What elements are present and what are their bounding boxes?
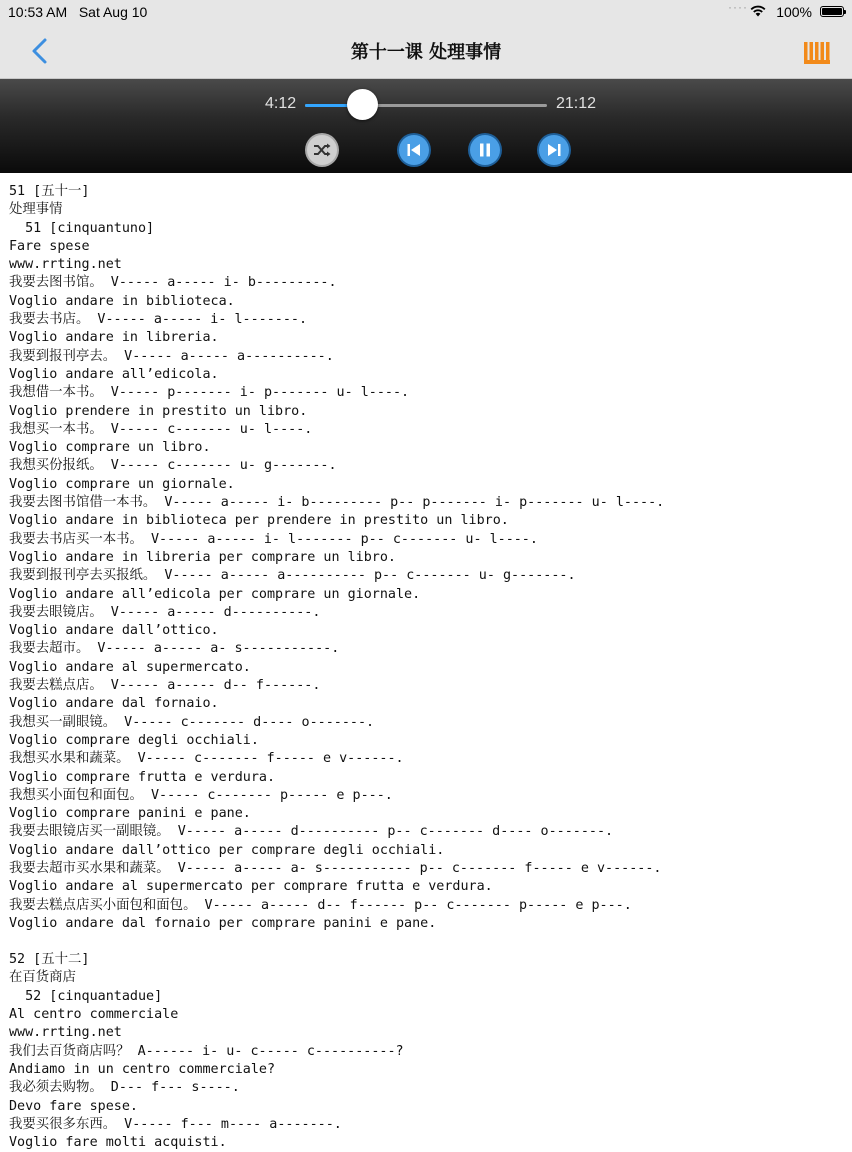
text-line: Voglio andare dal fornaio. bbox=[9, 696, 219, 712]
text-line: 我要去超市。 V----- a----- a- s-----------. bbox=[9, 641, 340, 657]
text-line: Voglio andare dall’ottico. bbox=[9, 623, 219, 639]
lesson-52-block bbox=[9, 951, 847, 1152]
text-line: 我要去书店买一本书。 V----- a----- i- l------- p-- c------- u- l----. bbox=[9, 531, 538, 547]
text-line: 我要去图书馆。 V----- a----- i- b---------. bbox=[9, 275, 337, 291]
text-line: www.rrting.net bbox=[9, 257, 122, 273]
shuffle-button[interactable] bbox=[305, 133, 339, 167]
status-date: Sat Aug 10 bbox=[78, 4, 148, 20]
text-line: Al centro commerciale bbox=[9, 1007, 179, 1023]
text-line: 我必须去购物。 D--- f--- s----. bbox=[9, 1080, 240, 1096]
skip-previous-icon bbox=[397, 133, 431, 167]
text-line: Voglio andare all’edicola. bbox=[9, 366, 219, 382]
text-line: Voglio comprare panini e pane. bbox=[9, 806, 251, 822]
text-line: Voglio andare al supermercato. bbox=[9, 659, 251, 675]
text-line: 我要到报刊亭去。 V----- a----- a----------. bbox=[9, 348, 334, 364]
text-line: 我想买一本书。 V----- c------- u- l----. bbox=[9, 421, 313, 437]
lesson-text bbox=[9, 183, 847, 1151]
text-line: Voglio comprare degli occhiali. bbox=[9, 732, 259, 748]
text-line: Voglio comprare frutta e verdura. bbox=[9, 769, 276, 785]
text-line: 我们去百货商店吗？ A------ i- u- c----- c----------? bbox=[9, 1043, 404, 1059]
text-line: Voglio andare dal fornaio per comprare panini e pane. bbox=[9, 915, 437, 931]
text-line: Voglio fare molti acquisti. bbox=[9, 1135, 227, 1151]
text-line: 我要去书店。 V----- a----- i- l-------. bbox=[9, 312, 308, 328]
library-books-icon[interactable] bbox=[804, 40, 830, 64]
text-line: Voglio comprare un giornale. bbox=[9, 476, 235, 492]
text-line: 我要去眼镜店买一副眼镜。 V----- a----- d---------- p-- c------- d---- o-------. bbox=[9, 824, 614, 840]
lesson-51-block bbox=[9, 183, 847, 933]
text-line: 51 [cinquantuno] bbox=[9, 220, 155, 236]
text-line: Voglio andare al supermercato per comprare frutta e verdura. bbox=[9, 879, 493, 895]
total-time: 21:12 bbox=[556, 95, 597, 112]
shuffle-icon bbox=[305, 133, 339, 167]
text-line: 在百货商店 bbox=[9, 970, 76, 986]
text-line: 我要去超市买水果和蔬菜。 V----- a----- a- s----------- p-- c------- f----- e v------. bbox=[9, 860, 662, 876]
text-line: 我要到报刊亭去买报纸。 V----- a----- a---------- p-- c------- u- g-------. bbox=[9, 568, 576, 584]
multitasking-dots-icon: ···· bbox=[728, 0, 748, 14]
text-line: www.rrting.net bbox=[9, 1025, 122, 1041]
pause-button[interactable] bbox=[468, 133, 502, 167]
text-line: 我要去眼镜店。 V----- a----- d----------. bbox=[9, 604, 321, 620]
text-line: Voglio andare in libreria. bbox=[9, 330, 219, 346]
progress-knob[interactable] bbox=[347, 89, 378, 120]
status-time: 10:53 AM Sat Aug 10 bbox=[8, 4, 148, 20]
progress-fill bbox=[305, 104, 353, 107]
text-line: Voglio prendere in prestito un libro. bbox=[9, 403, 308, 419]
status-bar bbox=[0, 0, 852, 24]
text-line: 我想买水果和蔬菜。 V----- c------- f----- e v------. bbox=[9, 751, 404, 767]
text-line: 我要去糕点店。 V----- a----- d-- f------. bbox=[9, 678, 321, 694]
next-track-button[interactable] bbox=[537, 133, 571, 167]
audio-player bbox=[0, 79, 852, 173]
text-line: 我要去糕点店买小面包和面包。 V----- a----- d-- f------ p-- c------- p----- e p---. bbox=[9, 897, 632, 913]
text-line: Devo fare spese. bbox=[9, 1098, 138, 1114]
text-line: Fare spese bbox=[9, 238, 90, 254]
text-line: 51 [五十一] bbox=[9, 184, 90, 199]
text-line: 我想买小面包和面包。 V----- c------- p----- e p---. bbox=[9, 787, 393, 803]
section-gap bbox=[9, 933, 847, 951]
text-line: 52 [五十二] bbox=[9, 952, 90, 968]
text-line: 处理事情 bbox=[9, 202, 63, 218]
text-line: Voglio andare in biblioteca per prendere in prestito un libro. bbox=[9, 513, 509, 529]
skip-next-icon bbox=[537, 133, 571, 167]
text-line: 我要买很多东西。 V----- f--- m---- a-------. bbox=[9, 1116, 342, 1132]
battery-icon bbox=[820, 6, 844, 17]
elapsed-time: 4:12 bbox=[265, 95, 297, 112]
text-line: 我想买一副眼镜。 V----- c------- d---- o-------. bbox=[9, 714, 375, 730]
text-line: 我想借一本书。 V----- p------- i- p------- u- l----. bbox=[9, 385, 410, 401]
previous-track-button[interactable] bbox=[397, 133, 431, 167]
text-line: Voglio comprare un libro. bbox=[9, 440, 211, 456]
text-line: 我想买份报纸。 V----- c------- u- g-------. bbox=[9, 458, 337, 474]
wifi-icon bbox=[750, 5, 766, 17]
navigation-bar bbox=[0, 24, 852, 79]
text-line: Andiamo in un centro commerciale? bbox=[9, 1061, 276, 1077]
pause-icon bbox=[468, 133, 502, 167]
text-line: Voglio andare dall’ottico per comprare degli occhiali. bbox=[9, 842, 445, 858]
text-line: 52 [cinquantadue] bbox=[9, 988, 163, 1004]
battery-percent: 100% bbox=[776, 4, 812, 20]
page-title: 第十一课 处理事情 bbox=[350, 42, 502, 63]
text-line: Voglio andare in libreria per comprare un libro. bbox=[9, 549, 396, 565]
text-line: Voglio andare all’edicola per comprare un giornale. bbox=[9, 586, 421, 602]
text-line: Voglio andare in biblioteca. bbox=[9, 293, 235, 309]
progress-slider[interactable] bbox=[305, 104, 547, 107]
text-line: 我要去图书馆借一本书。 V----- a----- i- b--------- p-- p------- i- p------- u- l----. bbox=[9, 495, 665, 511]
